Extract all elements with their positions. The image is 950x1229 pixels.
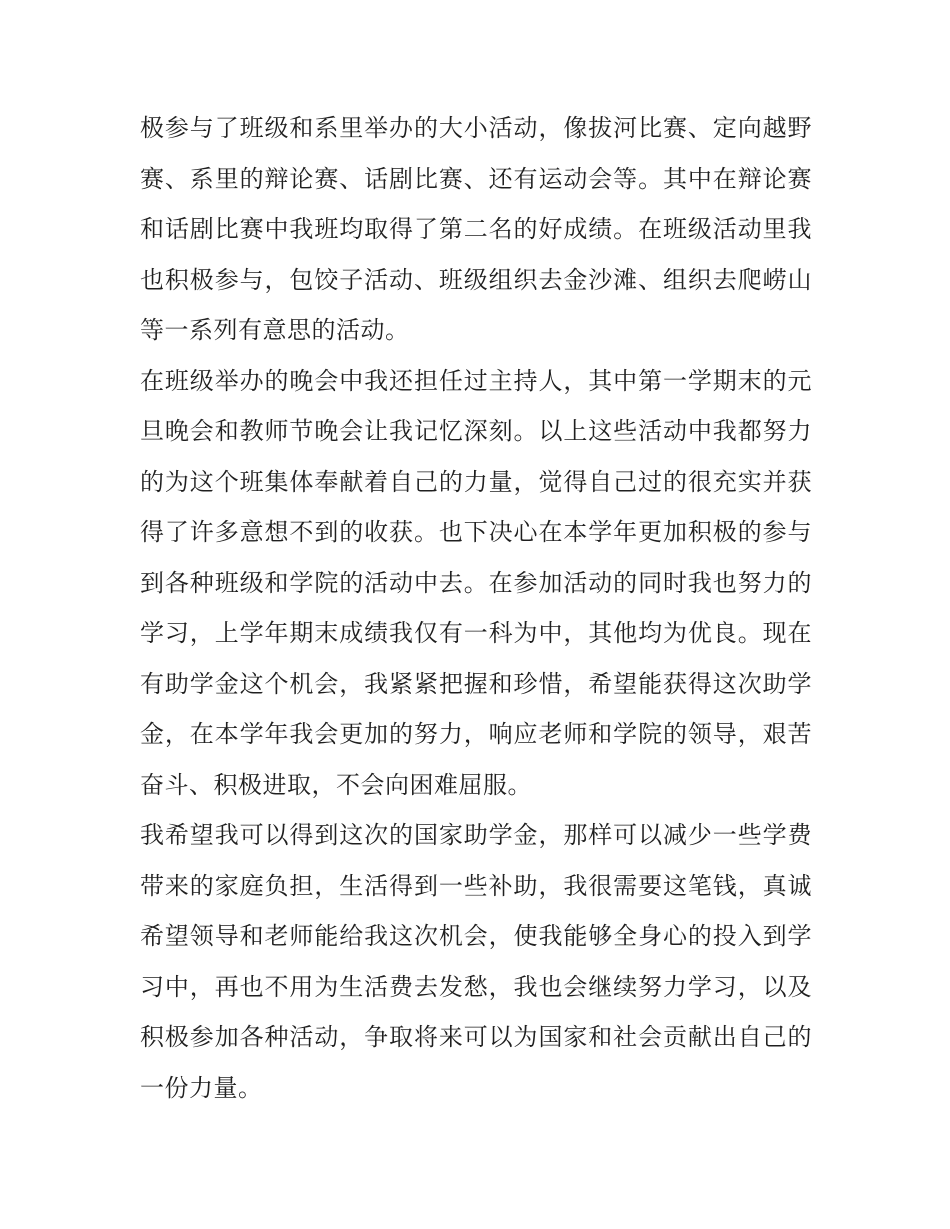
text-line: 极参与了班级和系里举办的大小活动，像拔河比赛、定向越野 <box>140 116 812 142</box>
text-line: 金，在本学年我会更加的努力，响应老师和学院的领导，艰苦 <box>140 722 812 748</box>
text-line: 和话剧比赛中我班均取得了第二名的好成绩。在班级活动里我 <box>140 217 812 243</box>
text-line: 奋斗、积极进取，不会向困难屈服。 <box>140 772 532 799</box>
text-line: 积极参加各种活动，争取将来可以为国家和社会贡献出自己的 <box>140 1025 812 1051</box>
text-line: 学习，上学年期末成绩我仅有一科为中，其他均为优良。现在 <box>140 621 812 647</box>
text-line: 到各种班级和学院的活动中去。在参加活动的同时我也努力的 <box>140 570 812 597</box>
text-line: 的为这个班集体奉献着自己的力量，觉得自己过的很充实并获 <box>140 469 812 496</box>
paragraph <box>140 104 812 357</box>
text-line: 一份力量。 <box>140 1075 263 1102</box>
text-line: 赛、系里的辩论赛、话剧比赛、还有运动会等。其中在辩论赛 <box>140 166 812 193</box>
text-line: 也积极参与，包饺子活动、班级组织去金沙滩、组织去爬崂山 <box>140 267 812 294</box>
text-line: 旦晚会和教师节晚会让我记忆深刻。以上这些活动中我都努力 <box>140 419 812 445</box>
text-line: 等一系列有意思的活动。 <box>140 318 410 344</box>
text-line: 得了许多意想不到的收获。也下决心在本学年更加积极的参与 <box>140 520 812 546</box>
text-line: 在班级举办的晚会中我还担任过主持人，其中第一学期末的元 <box>140 368 812 395</box>
paragraph <box>140 811 812 1114</box>
text-line: 带来的家庭负担，生活得到一些补助，我很需要这笔钱，真诚 <box>140 873 812 900</box>
document-page <box>140 104 812 1114</box>
text-line: 我希望我可以得到这次的国家助学金，那样可以减少一些学费 <box>140 823 812 849</box>
text-line: 希望领导和老师能给我这次机会，使我能够全身心的投入到学 <box>140 924 812 950</box>
text-line: 习中，再也不用为生活费去发愁，我也会继续努力学习，以及 <box>140 974 812 1001</box>
text-line: 有助学金这个机会，我紧紧把握和珍惜，希望能获得这次助学 <box>140 671 812 698</box>
paragraph <box>140 357 812 812</box>
